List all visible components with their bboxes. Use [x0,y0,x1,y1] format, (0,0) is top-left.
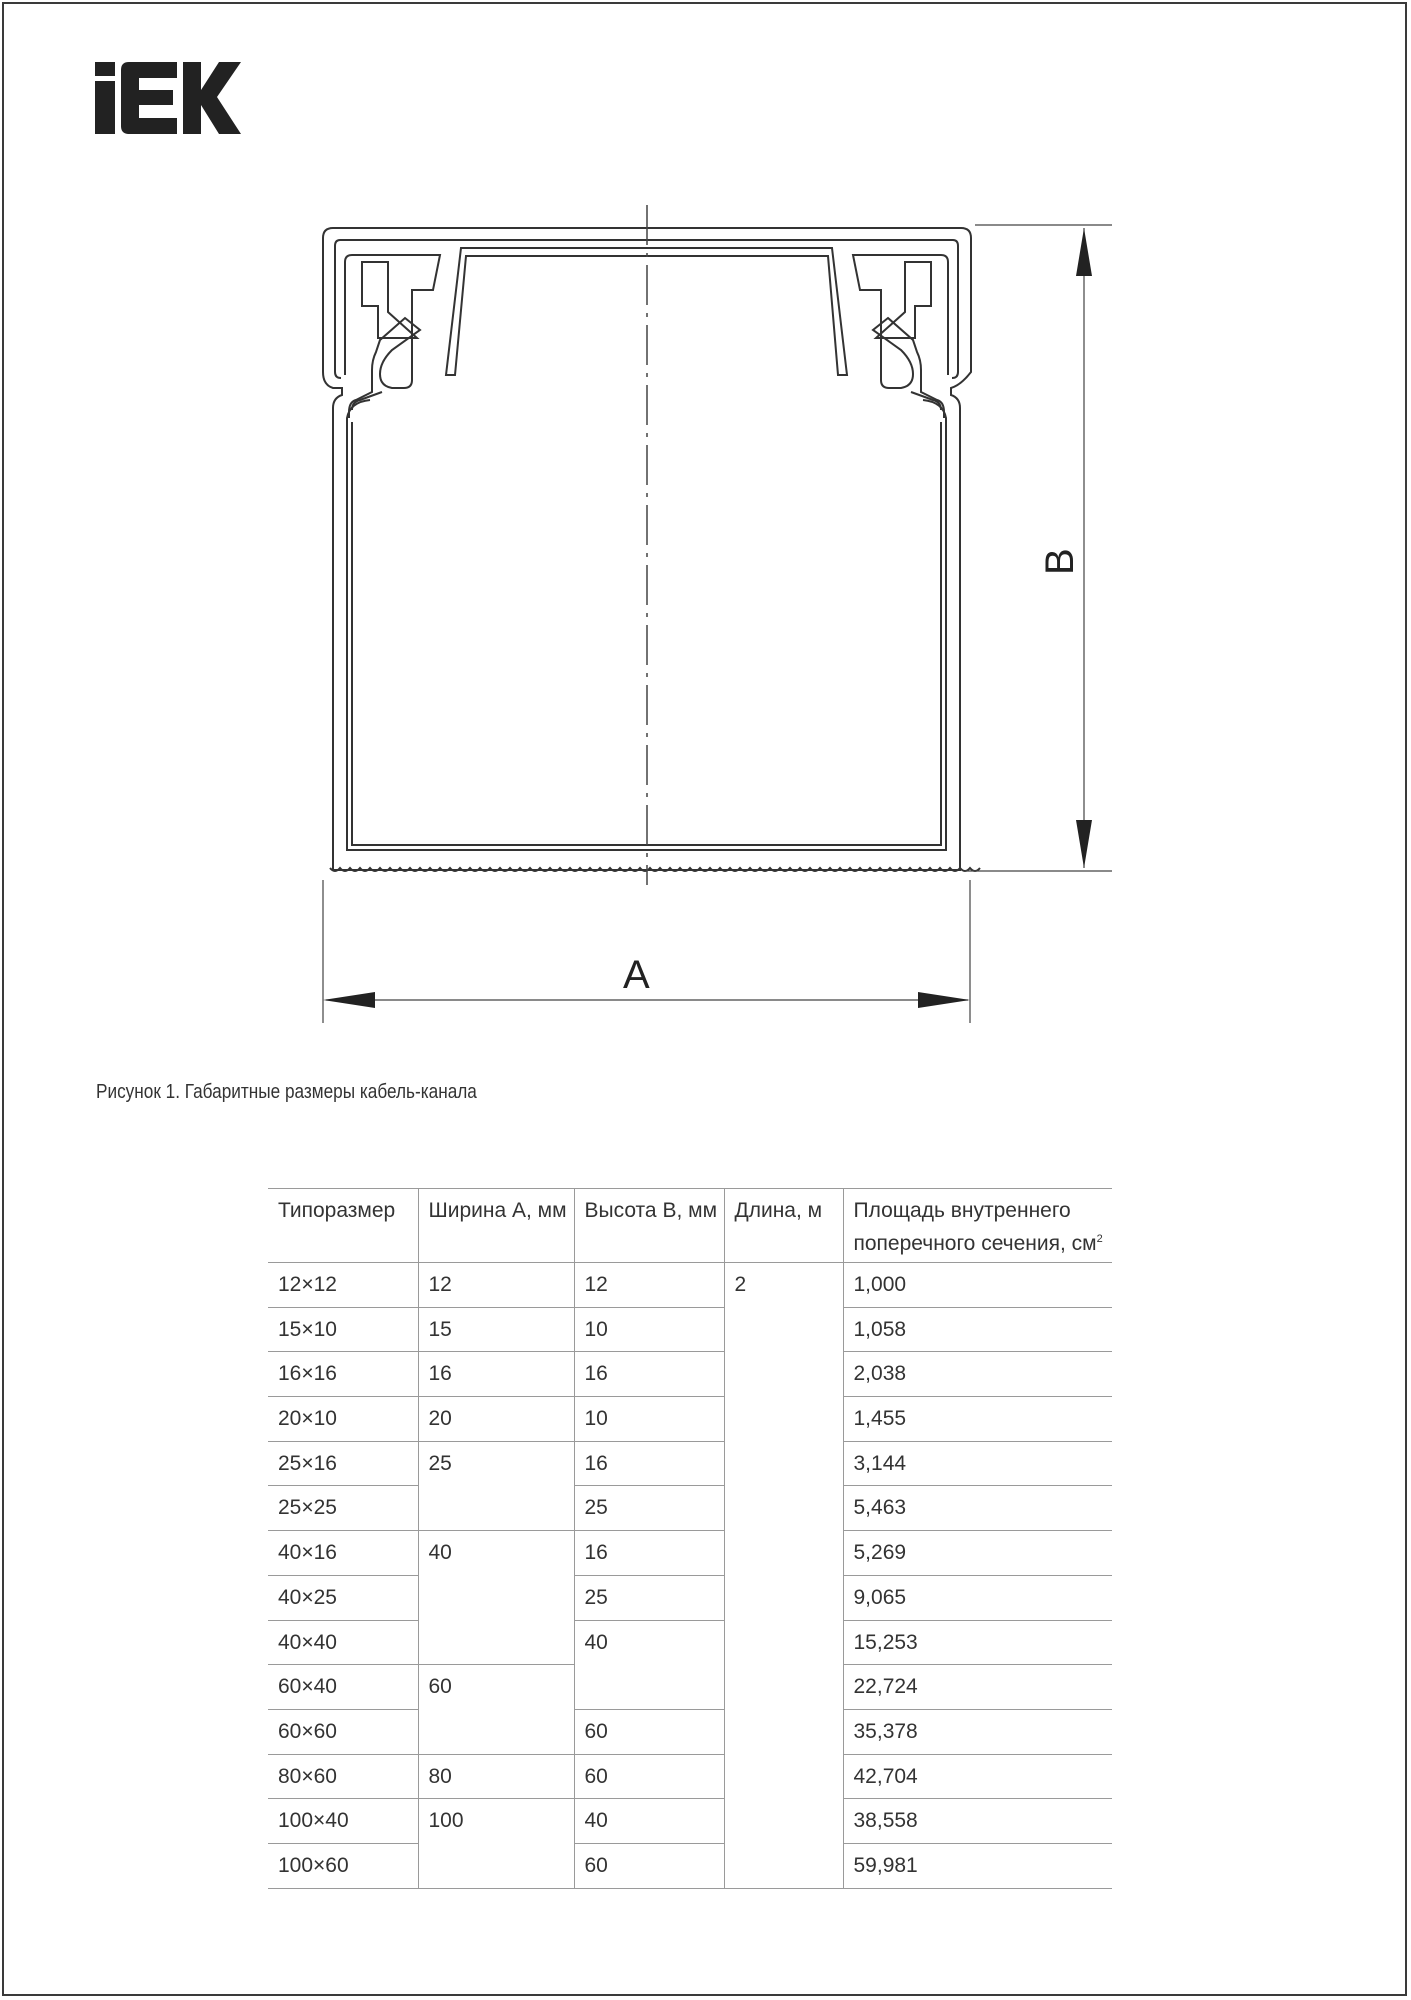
cell-width: 15 [418,1307,574,1352]
cell-height: 16 [574,1441,724,1486]
cell-type: 60×60 [268,1709,418,1754]
cell-width: 40 [418,1531,574,1665]
cell-height: 40 [574,1620,724,1709]
cell-area: 35,378 [843,1709,1112,1754]
cell-height: 10 [574,1397,724,1442]
table-row [268,1531,1112,1576]
table-row [268,1263,1112,1308]
cell-type: 12×12 [268,1263,418,1308]
header-area-sup: 2 [1096,1233,1103,1245]
cell-height: 25 [574,1486,724,1531]
header-area [843,1189,1112,1263]
cell-area: 9,065 [843,1575,1112,1620]
cell-area: 1,455 [843,1397,1112,1442]
right-clip [853,255,948,418]
cell-type: 100×40 [268,1799,418,1844]
cell-area: 42,704 [843,1754,1112,1799]
cell-width: 80 [418,1754,574,1799]
cell-length: 2 [724,1263,843,1889]
cell-width: 25 [418,1441,574,1530]
cell-width: 16 [418,1352,574,1397]
dim-b-arrow-bottom [1076,820,1092,868]
table-row [268,1486,1112,1531]
header-width: Ширина А, мм [418,1189,574,1263]
header-type: Типоразмер [268,1189,418,1263]
cell-width: 20 [418,1397,574,1442]
cell-height: 60 [574,1843,724,1888]
cell-area: 38,558 [843,1799,1112,1844]
dim-b-arrow-top [1076,228,1092,276]
cell-type: 40×25 [268,1575,418,1620]
cell-area: 1,058 [843,1307,1112,1352]
table-row [268,1397,1112,1442]
dim-a-arrow-right [918,992,970,1008]
dimensions-table [268,1188,1112,1889]
cell-height: 40 [574,1799,724,1844]
cell-area: 22,724 [843,1665,1112,1710]
header-height: Высота В, мм [574,1189,724,1263]
cell-type: 25×16 [268,1441,418,1486]
cell-type: 100×60 [268,1843,418,1888]
cell-width: 100 [418,1799,574,1888]
cell-type: 40×16 [268,1531,418,1576]
header-length: Длина, м [724,1189,843,1263]
cell-height: 16 [574,1352,724,1397]
table-row [268,1575,1112,1620]
table-row [268,1352,1112,1397]
cell-width: 60 [418,1665,574,1754]
dim-a-label: A [623,953,650,997]
table-header-row [268,1189,1112,1263]
table-row [268,1843,1112,1888]
table-row [268,1799,1112,1844]
cell-height: 60 [574,1709,724,1754]
header-area-line2: поперечного сечения, см [853,1232,1097,1255]
cell-area: 3,144 [843,1441,1112,1486]
dim-a-arrow-left [323,992,375,1008]
cell-area: 59,981 [843,1843,1112,1888]
header-area-line1: Площадь внутреннего [853,1199,1071,1222]
cell-area: 1,000 [843,1263,1112,1308]
figure-caption: Рисунок 1. Габаритные размеры кабель-канала [96,1081,477,1103]
table-row [268,1620,1112,1665]
cell-height: 25 [574,1575,724,1620]
cell-height: 60 [574,1754,724,1799]
cell-height: 16 [574,1531,724,1576]
cell-area: 15,253 [843,1620,1112,1665]
cell-height: 12 [574,1263,724,1308]
cell-height: 10 [574,1307,724,1352]
dim-b-label: B [1038,548,1082,575]
cell-type: 15×10 [268,1307,418,1352]
table-row [268,1307,1112,1352]
cell-area: 2,038 [843,1352,1112,1397]
cell-area: 5,269 [843,1531,1112,1576]
lid-inner-rim [340,240,958,378]
table-row [268,1709,1112,1754]
table-row [268,1441,1112,1486]
cell-type: 16×16 [268,1352,418,1397]
cell-type: 60×40 [268,1665,418,1710]
table-row [268,1754,1112,1799]
cell-type: 20×10 [268,1397,418,1442]
cell-type: 80×60 [268,1754,418,1799]
left-clip [345,255,440,418]
cell-width: 12 [418,1263,574,1308]
cell-type: 25×25 [268,1486,418,1531]
cell-type: 40×40 [268,1620,418,1665]
cell-area: 5,463 [843,1486,1112,1531]
